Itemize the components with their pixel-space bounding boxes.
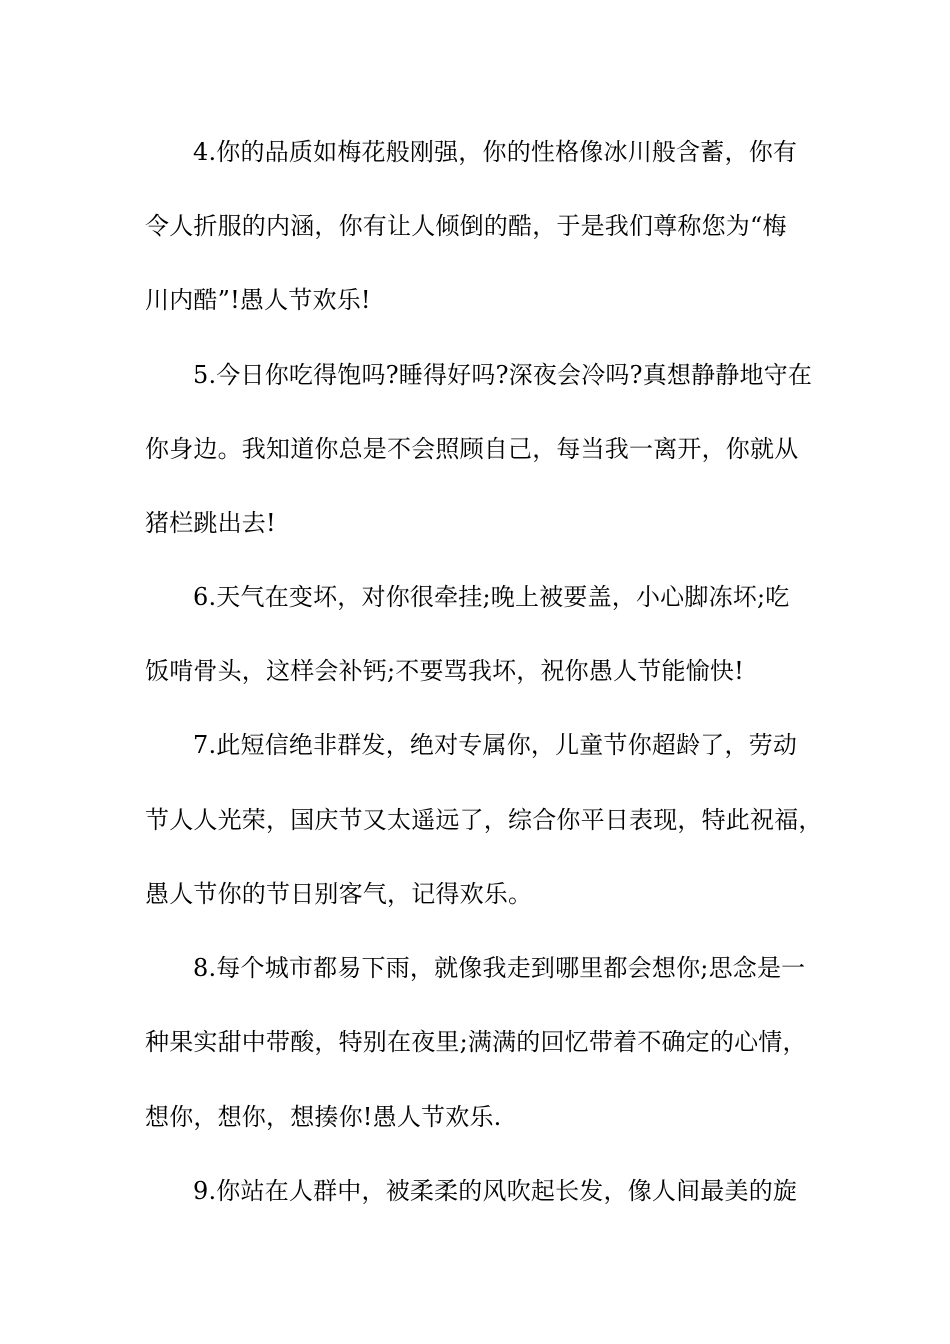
paragraph-4-line-1: 4.你的品质如梅花般刚强，你的性格像冰川般含蓄，你有 xyxy=(193,138,798,166)
paragraph-4-line-2: 令人折服的内涵，你有让人倾倒的酷，于是我们尊称您为“梅 xyxy=(145,212,787,240)
paragraph-5-line-1: 5.今日你吃得饱吗?睡得好吗?深夜会冷吗?真想静静地守在 xyxy=(193,361,813,389)
paragraph-6-line-2: 饭啃骨头，这样会补钙;不要骂我坏，祝你愚人节能愉快! xyxy=(145,657,744,685)
paragraph-7-line-2: 节人人光荣，国庆节又太遥远了，综合你平日表现，特此祝福， xyxy=(145,806,823,834)
paragraph-8-line-3: 想你，想你，想揍你!愚人节欢乐. xyxy=(145,1103,502,1131)
paragraph-6-line-1: 6.天气在变坏，对你很牵挂;晚上被要盖，小心脚冻坏;吃 xyxy=(193,583,790,611)
paragraph-7-line-3: 愚人节你的节日别客气，记得欢乐。 xyxy=(145,880,533,908)
paragraph-5-line-3: 猪栏跳出去! xyxy=(145,509,276,537)
paragraph-5-line-2: 你身边。我知道你总是不会照顾自己，每当我一离开，你就从 xyxy=(145,435,799,463)
paragraph-8-line-2: 种果实甜中带酸，特别在夜里;满满的回忆带着不确定的心情， xyxy=(145,1028,807,1056)
paragraph-4-line-3: 川内酷”!愚人节欢乐! xyxy=(145,286,371,314)
paragraph-8-line-1: 8.每个城市都易下雨，就像我走到哪里都会想你;思念是一 xyxy=(193,954,806,982)
paragraph-7-line-1: 7.此短信绝非群发，绝对专属你，儿童节你超龄了，劳动 xyxy=(193,731,798,759)
paragraph-9-line-1: 9.你站在人群中，被柔柔的风吹起长发，像人间最美的旋 xyxy=(193,1177,798,1205)
